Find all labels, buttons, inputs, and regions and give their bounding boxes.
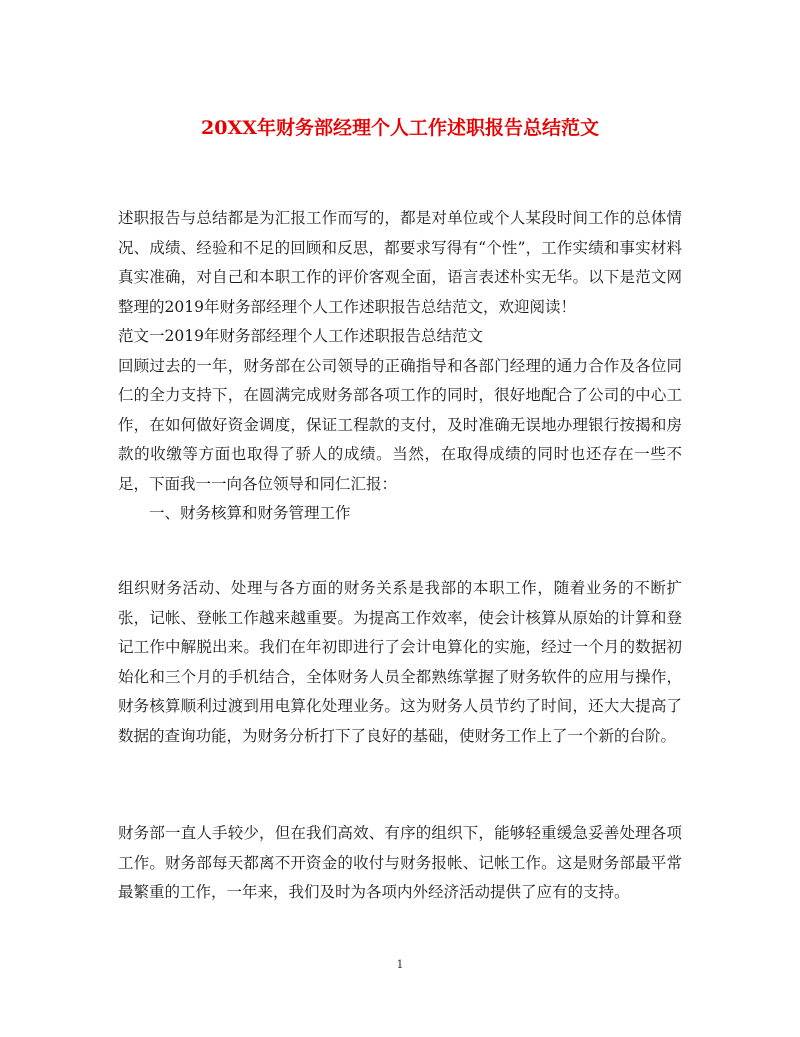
accounting-block [118, 574, 682, 751]
intro-block [118, 204, 682, 529]
staff-paragraph: 财务部一直人手较少，但在我们高效、有序的组织下，能够轻重缓急妥善处理各项工作。财务部每天都离不开资金的收付与财务报帐、记帐工作。这是财务部最平常最繁重的工作，一年来，我们及时为各项内外经济活动提供了应有的支持。 [118, 824, 682, 901]
page-number: 1 [396, 958, 404, 971]
review-paragraph: 回顾过去的一年，财务部在公司领导的正确指导和各部门经理的通力合作及各位同仁的全力支持下，在圆满完成财务部各项工作的同时，很好地配合了公司的中心工作，在如何做好资金调度，保证工程款的支付，及时准确无误地办理银行按揭和房款的收缴等方面也取得了骄人的成绩。当然，在取得成绩的同时也还存在一些不足，下面我一一向各位领导和同仁汇报： [118, 356, 682, 493]
intro-paragraph: 述职报告与总结都是为汇报工作而写的，都是对单位或个人某段时间工作的总体情况、成绩、经验和不足的回顾和反思，都要求写得有“个性”，工作实绩和事实材料真实准确，对自己和本职工作的评价客观全面，语言表述朴实无华。以下是范文网整理的2019年财务部经理个人工作述职报告总结范文，欢迎阅读！ [118, 209, 682, 316]
staff-block [118, 819, 682, 908]
example-heading: 范文一2019年财务部经理个人工作述职报告总结范文 [118, 327, 483, 345]
section-one-heading: 一、财务核算和财务管理工作 [149, 504, 351, 522]
accounting-paragraph: 组织财务活动、处理与各方面的财务关系是我部的本职工作，随着业务的不断扩张，记帐、登帐工作越来越重要。为提高工作效率，使会计核算从原始的计算和登记工作中解脱出来。我们在年初即进行了会计电算化的实施，经过一个月的数据初始化和三个月的手机结合，全体财务人员全都熟练掌握了财务软件的应用与操作，财务核算顺利过渡到用电算化处理业务。这为财务人员节约了时间，还大大提高了数据的查询功能，为财务分析打下了良好的基础，使财务工作上了一个新的台阶。 [118, 579, 682, 745]
document-title: 20XX年财务部经理个人工作述职报告总结范文 [201, 117, 599, 139]
